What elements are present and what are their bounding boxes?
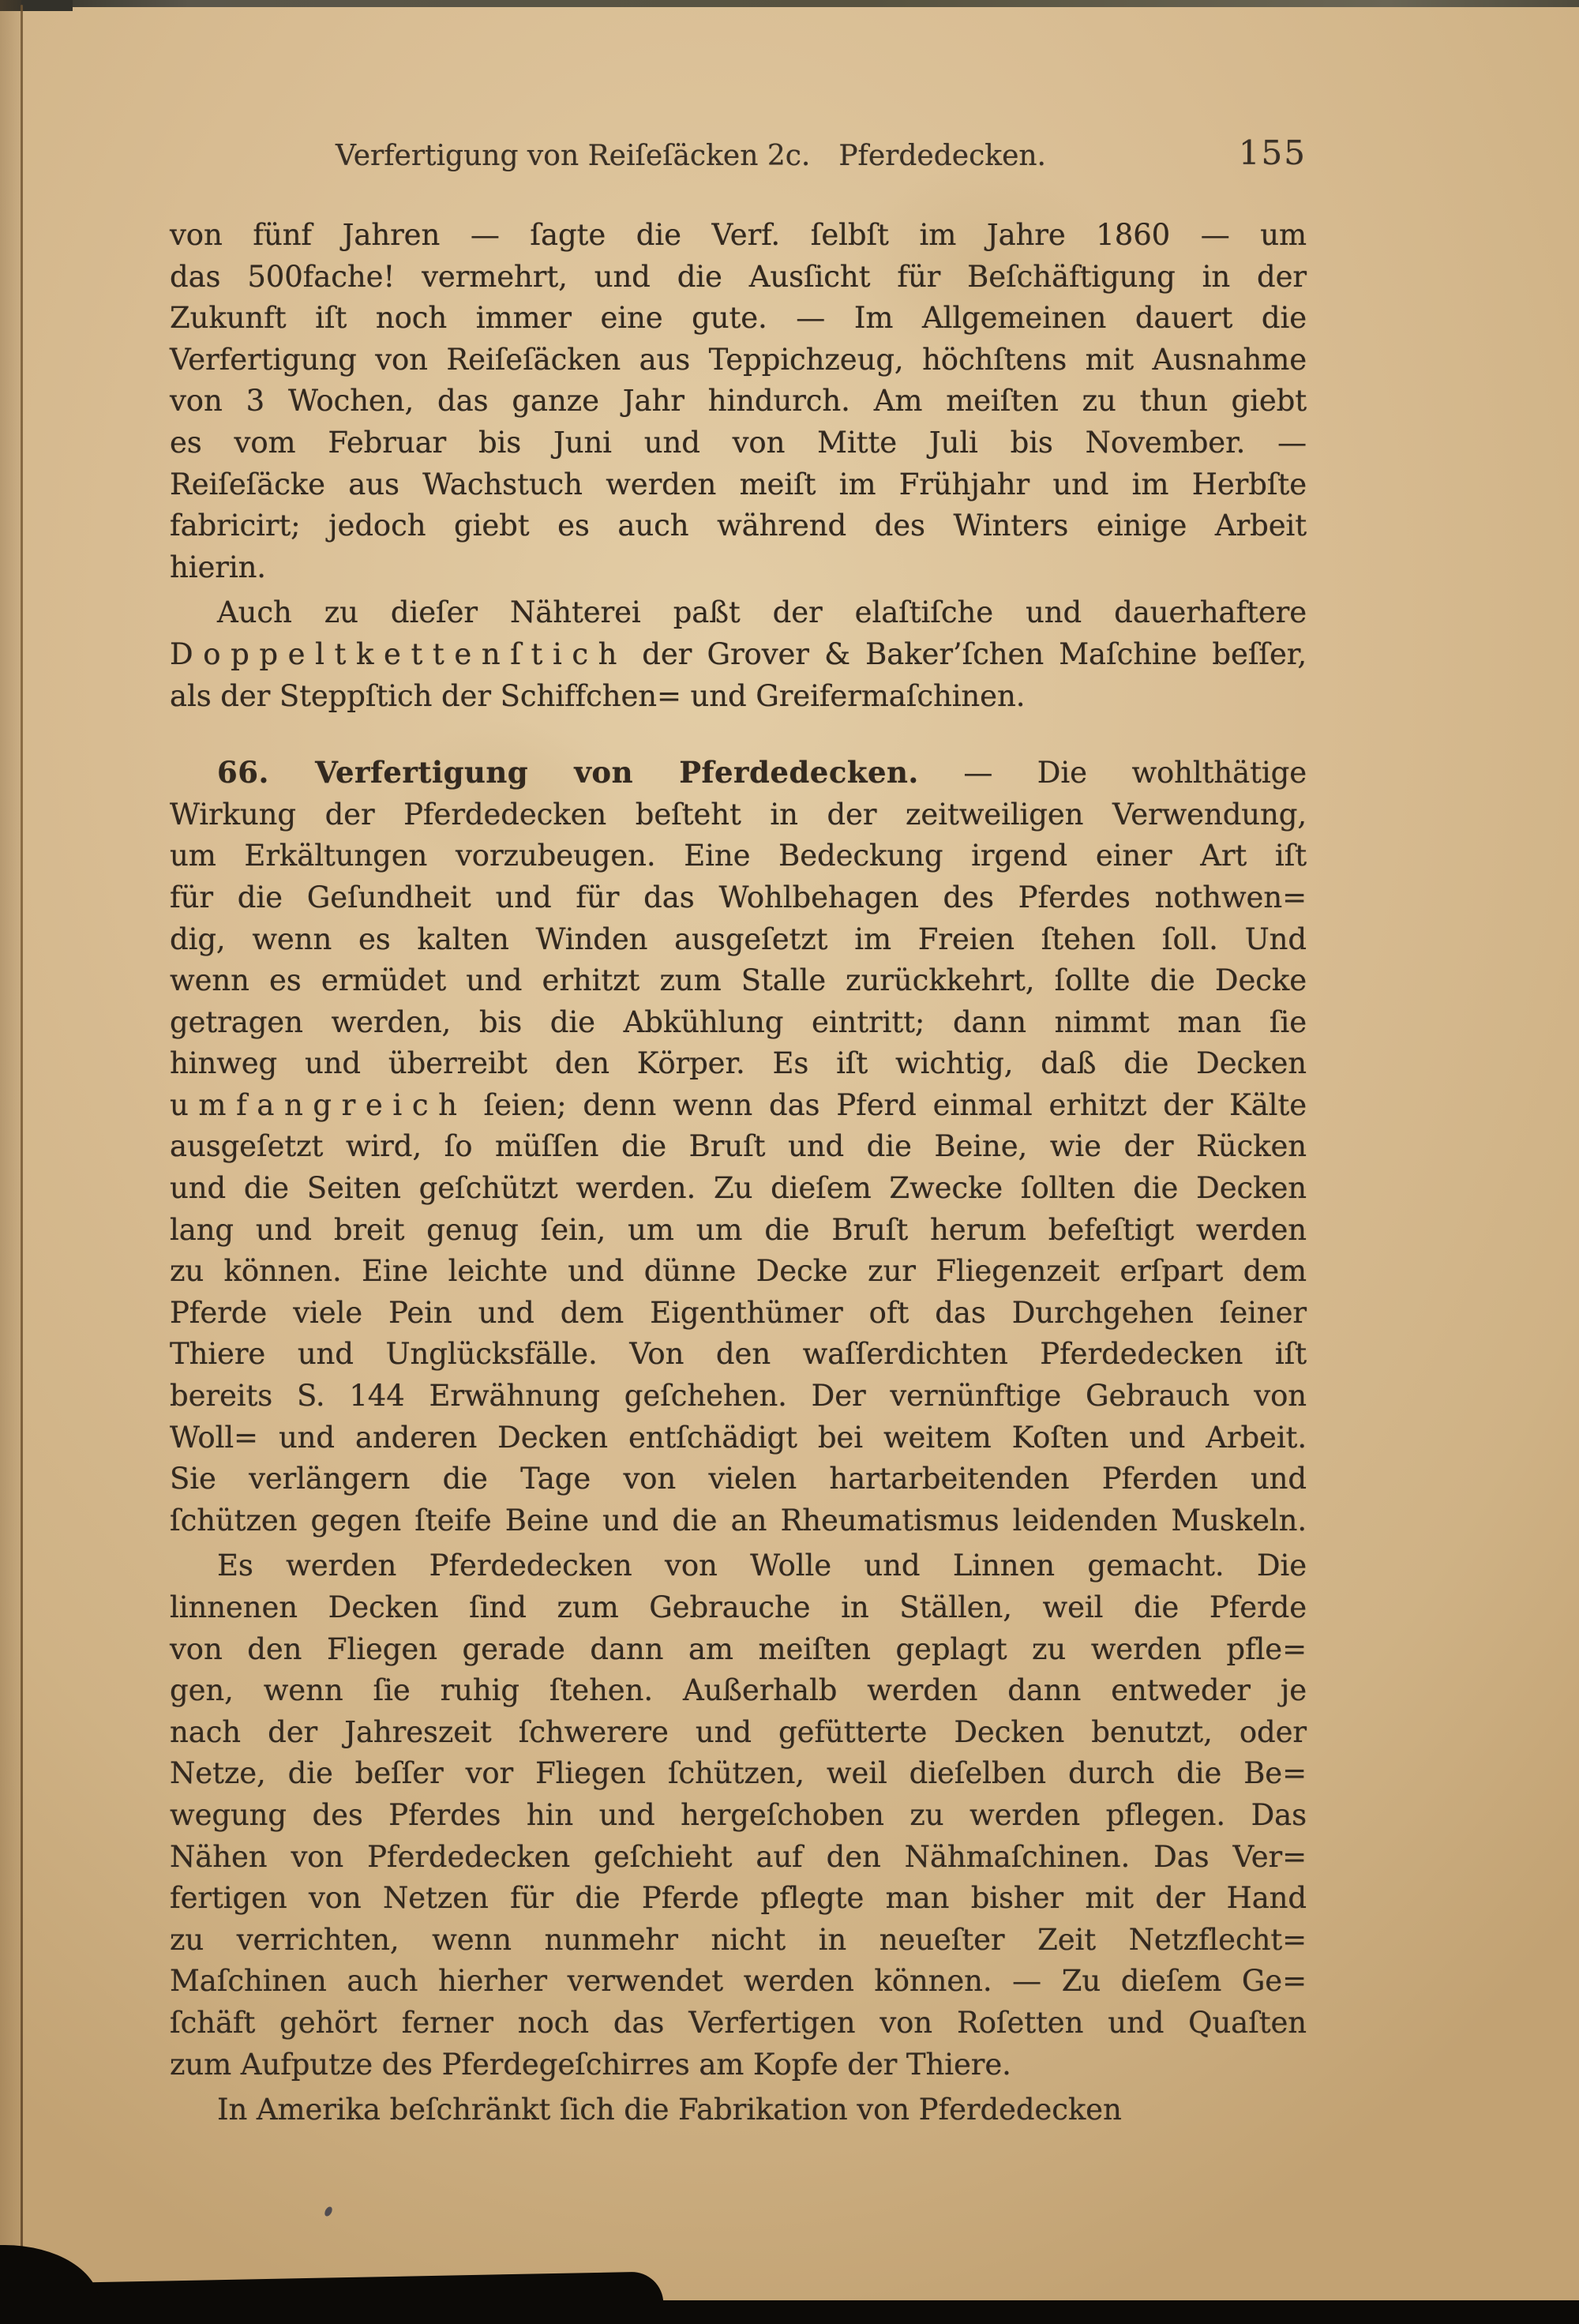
text-line: In Amerika beſchränkt ſich die Fabrikation von Pferdedecken [217, 2093, 1122, 2127]
paragraph [170, 592, 1307, 717]
text-line: hierin. [170, 550, 266, 584]
text-segment: umfangreich [170, 1087, 467, 1122]
text-line: Woll= und anderen Decken entſchädigt bei weitem Koſten und Arbeit. [170, 1420, 1307, 1455]
text-line: ausgeſetzt wird, ſo müſſen die Bruſt und die Beine, wie der Rücken [170, 1129, 1307, 1164]
text-line: um Erkältungen vorzubeugen. Eine Bedeckung irgend einer Art iſt [170, 839, 1307, 873]
text-segment: der Grover & Baker’ſchen Maſchine beſſer, [627, 636, 1307, 671]
running-header [170, 133, 1307, 174]
text-line: für die Geſundheit und für das Wohlbehagen des Pferdes nothwen= [170, 880, 1307, 914]
text-line: zu verrichten, wenn nunmehr nicht in neueſter Zeit Netzflecht= [170, 1922, 1307, 1957]
text-line: Nähen von Pferdedecken geſchieht auf den Nähmaſchinen. Das Ver= [170, 1839, 1307, 1874]
text-line: Maſchinen auch hierher verwendet werden können. — Zu dieſem Ge= [170, 1964, 1307, 1999]
text-line: lang und breit genug ſein, um um die Bruſt herum befeſtigt werden [170, 1212, 1307, 1247]
text-line: als der Steppſtich der Schiffchen= und Greifermaſchinen. [170, 678, 1026, 713]
text-line: und die Seiten geſchützt werden. Zu dieſem Zwecke ſollten die Decken [170, 1171, 1307, 1206]
binding-gutter [0, 0, 21, 2324]
text-line: das 500fache! vermehrt, und die Ausſicht für Beſchäftigung in der [170, 259, 1307, 294]
section-heading: 66. Verfertigung von Pferdedecken. [217, 755, 919, 790]
text-line: Reiſeſäcke aus Wachstuch werden meiſt im Frühjahr und im Herbſte [170, 467, 1307, 501]
text-line: wegung des Pferdes hin und hergeſchoben zu werden pflegen. Das [170, 1797, 1307, 1832]
running-title: Verfertigung von Reiſeſäcken 2c. Pferdedecken. [336, 140, 1046, 172]
page-number: 155 [1238, 133, 1307, 172]
ink-speck [323, 2206, 333, 2217]
text-line: Netze, die beſſer vor Fliegen ſchützen, weil dieſelben durch die Be= [170, 1756, 1307, 1791]
text-line: von fünf Jahren — ſagte die Verf. ſelbſt im Jahre 1860 — um [170, 218, 1307, 252]
text-line: nach der Jahreszeit ſchwerere und gefütterte Decken benutzt, oder [170, 1714, 1307, 1749]
text-line: ſchützen gegen ſteife Beine und die an Rheumatismus leidenden Muskeln. [170, 1503, 1307, 1537]
text-line: Zukunft iſt noch immer eine gute. — Im Allgemeinen dauert die [170, 301, 1307, 336]
text-line: es vom Februar bis Juni und von Mitte Juli bis November. — [170, 425, 1307, 460]
text-line [170, 1085, 1307, 1127]
text-segment: — Die wohlthätige [918, 756, 1307, 790]
page-text [170, 215, 1307, 2131]
paragraph [170, 752, 1307, 1541]
text-line: Verfertigung von Reiſeſäcken aus Teppichzeug, höchſtens mit Ausnahme [170, 342, 1307, 377]
text-line: bereits S. 144 Erwähnung geſchehen. Der vernünftige Gebrauch von [170, 1379, 1307, 1414]
text-segment: Doppeltkettenſtich [170, 636, 628, 671]
paragraph [170, 2089, 1307, 2131]
text-line: Auch zu dieſer Nähterei paßt der elaſtiſche und dauerhaftere [217, 595, 1307, 630]
text-line: getragen werden, bis die Abkühlung eintritt; dann nimmt man ſie [170, 1004, 1307, 1039]
paragraph [170, 1545, 1307, 2086]
text-line: ſchäft gehört ferner noch das Verfertigen von Roſetten und Quaſten [170, 2005, 1307, 2040]
text-line [170, 634, 1307, 676]
text-line: dig, wenn es kalten Winden ausgeſetzt im Freien ſtehen ſoll. Und [170, 922, 1307, 956]
text-line: von den Fliegen gerade dann am meiſten geplagt zu werden pfle= [170, 1631, 1307, 1666]
paragraph [170, 215, 1307, 588]
text-line: Sie verlängern die Tage von vielen hartarbeitenden Pferden und [170, 1462, 1307, 1496]
text-line: fabricirt; jedoch giebt es auch während des Winters einige Arbeit [170, 509, 1307, 543]
binding-crease [21, 5, 23, 2297]
text-line: gen, wenn ſie ruhig ſtehen. Außerhalb werden dann entweder je [170, 1673, 1307, 1708]
text-segment: ſeien; denn wenn das Pferd einmal erhitzt der Kälte [467, 1087, 1307, 1122]
text-line: zum Aufputze des Pferdegeſchirres am Kopfe der Thiere. [170, 2047, 1011, 2082]
text-line: Wirkung der Pferdedecken beſteht in der zeitweiligen Verwendung, [170, 797, 1307, 832]
text-line: hinweg und überreibt den Körper. Es iſt wichtig, daß die Decken [170, 1046, 1307, 1081]
page-top-edge [0, 0, 1579, 7]
text-line: Es werden Pferdedecken von Wolle und Linnen gemacht. Die [217, 1549, 1307, 1583]
text-line: Pferde viele Pein und dem Eigenthümer oft das Durchgehen ſeiner [170, 1295, 1307, 1330]
text-line: zu können. Eine leichte und dünne Decke zur Fliegenzeit erſpart dem [170, 1254, 1307, 1289]
page-bottom-edge [0, 2300, 1579, 2324]
text-line: von 3 Wochen, das ganze Jahr hindurch. Am meiſten zu thun giebt [170, 384, 1307, 419]
text-line: fertigen von Netzen für die Pferde pflegte man bisher mit der Hand [170, 1881, 1307, 1916]
text-line: linnenen Decken ſind zum Gebrauche in Ställen, weil die Pferde [170, 1590, 1307, 1624]
text-line: wenn es ermüdet und erhitzt zum Stalle zurückkehrt, ſollte die Decke [170, 963, 1307, 998]
text-line: Thiere und Unglücksfälle. Von den waſſerdichten Pferdedecken iſt [170, 1337, 1307, 1372]
text-line [170, 752, 1307, 794]
